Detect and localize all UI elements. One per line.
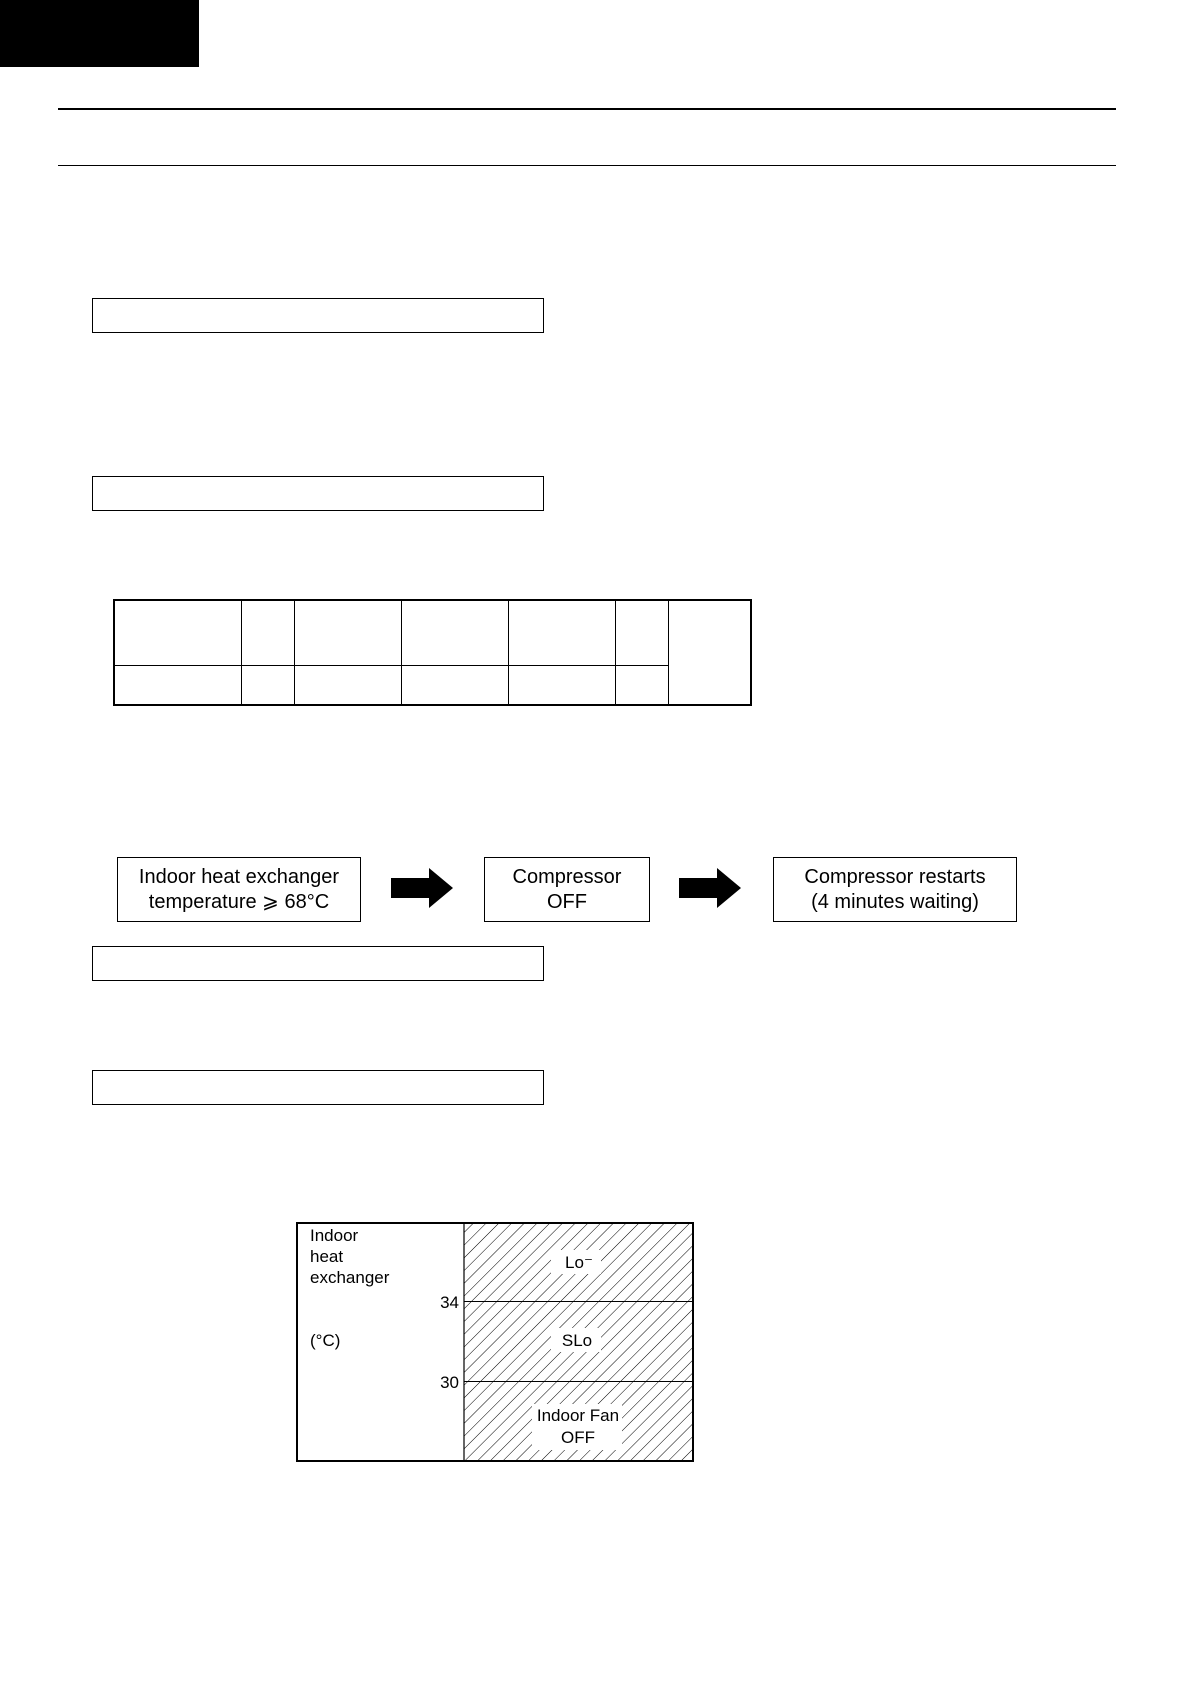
flow-step-line: Compressor: [512, 865, 622, 888]
table-cell: [508, 665, 615, 705]
table-cell: [615, 600, 668, 665]
header-rule-bottom: [58, 165, 1116, 166]
axis-unit-label: (°C): [310, 1331, 341, 1350]
flow-step-line: Indoor heat exchanger: [138, 865, 340, 888]
blank-grid-table: [113, 599, 752, 706]
flow-step-compressor-off: [484, 857, 650, 922]
zone-label-fan-off: OFF: [561, 1428, 595, 1447]
section-heading-box-2: [92, 476, 544, 511]
flow-step-indoor-temp: [117, 857, 361, 922]
zone-label-lo-minus: Lo⁻: [565, 1253, 593, 1272]
right-block-arrow-icon: [391, 868, 453, 908]
table-cell: [294, 665, 401, 705]
flow-step-compressor-restarts: [773, 857, 1017, 922]
table-cell: [668, 600, 751, 705]
section-heading-box-1: [92, 298, 544, 333]
header-rule-top: [58, 108, 1116, 110]
table-cell: [241, 665, 294, 705]
table-cell: [401, 665, 508, 705]
table-cell: [114, 665, 241, 705]
table-cell: [615, 665, 668, 705]
table-cell: [241, 600, 294, 665]
section-heading-box-4: [92, 1070, 544, 1105]
flow-step-line: OFF: [547, 890, 587, 913]
flow-step-line: Compressor restarts: [804, 865, 986, 888]
axis-label-line: heat: [310, 1247, 344, 1266]
table-cell: [294, 600, 401, 665]
axis-label-line: exchanger: [310, 1268, 390, 1287]
threshold-tick-label: 30: [440, 1373, 459, 1392]
table-cell: [401, 600, 508, 665]
threshold-tick-label: 34: [440, 1293, 459, 1312]
flow-step-line: (4 minutes waiting): [811, 890, 979, 913]
right-block-arrow-icon: [679, 868, 741, 908]
indoor-fan-zone-chart: [296, 1222, 694, 1462]
flow-step-line: temperature ⩾ 68°C: [148, 890, 330, 913]
section-heading-box-3: [92, 946, 544, 981]
axis-label-line: Indoor: [310, 1226, 359, 1245]
zone-label-slo: SLo: [561, 1331, 593, 1350]
zone-label-fan-off: Indoor Fan: [536, 1406, 620, 1425]
table-cell: [114, 600, 241, 665]
corner-block: [0, 0, 199, 67]
zone-chart-svg: [296, 1222, 694, 1462]
table-cell: [508, 600, 615, 665]
